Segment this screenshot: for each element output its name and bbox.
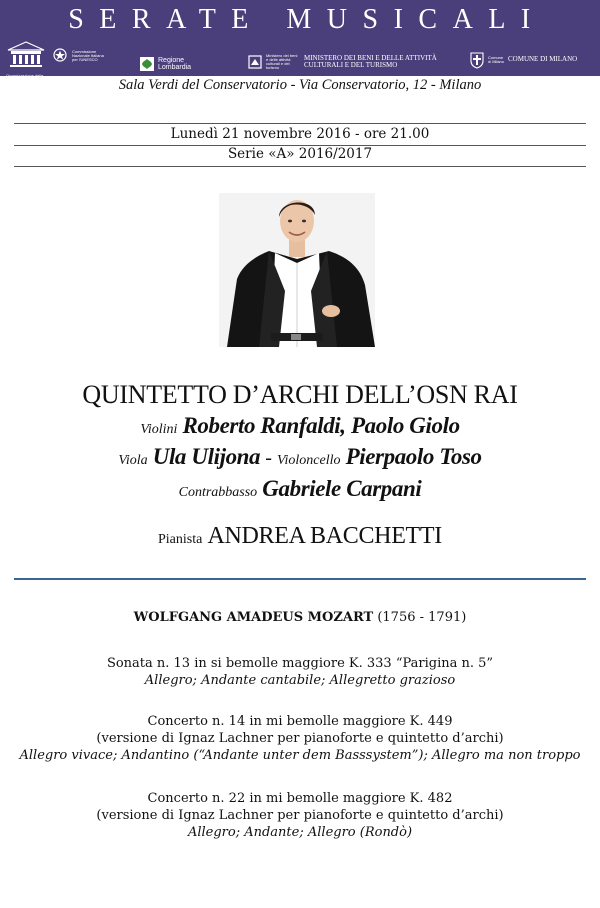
unesco-caption: Organizzazione delle Nazioni Unite per l'Educazione, la Scienza e la Cultura — [6, 72, 44, 91]
series-title: SERATE MUSICALI — [68, 4, 546, 35]
work-title: Concerto n. 14 in mi bemolle maggiore K. 449 — [147, 714, 453, 729]
violins-role: Violini — [140, 422, 178, 437]
work-movements: Allegro; Andante; Allegro (Rondò) — [187, 825, 413, 840]
pianist-credit — [0, 523, 600, 550]
mibact-label: MINISTERO DEI BENI E DELLE ATTIVITÀ CULTURALI E DEL TURISMO — [304, 53, 437, 69]
composer-dates: (1756 - 1791) — [377, 610, 467, 625]
commission-caption: Commissione Nazionale Italiana per l'UNESCO — [72, 48, 104, 63]
ensemble-name: QUINTETTO D’ARCHI DELL’OSN RAI — [82, 380, 518, 409]
work-movements: Allegro; Andante cantabile; Allegretto grazioso — [144, 673, 456, 688]
viola-name: Ula Ulijona — [152, 444, 261, 469]
program-work — [0, 655, 600, 689]
pianist-role: Pianista — [158, 532, 203, 547]
italian-republic-emblem-icon — [52, 47, 68, 65]
composer-name: WOLFGANG AMADEUS MOZART — [133, 610, 374, 625]
work-title: Sonata n. 13 in si bemolle maggiore K. 333 “Parigina n. 5” — [106, 656, 494, 671]
violins-names: Roberto Ranfaldi, Paolo Giolo — [182, 413, 460, 438]
mibact-logo — [248, 46, 454, 78]
bottom-divider — [14, 166, 586, 167]
venue-address: Sala Verdi del Conservatorio - Via Conservatorio, 12 - Milano — [118, 77, 482, 93]
program-divider — [14, 578, 586, 580]
regione-lombardia-logo — [140, 48, 216, 80]
regione-lombardia-label: Regione Lombardia — [158, 56, 192, 71]
pianist-photo — [219, 193, 375, 347]
comune-label: COMUNE DI MILANO — [508, 55, 578, 64]
mibact-logo-icon — [248, 55, 262, 69]
pianist-name: ANDREA BACCHETTI — [207, 523, 442, 549]
regione-lombardia-logo-icon — [140, 57, 154, 71]
work-title: Concerto n. 22 in mi bemolle maggiore K. 482 — [147, 791, 453, 806]
comune-milano-logo — [470, 44, 577, 76]
comune-caption: Comune di Milano — [488, 54, 505, 64]
violins-credit — [0, 413, 600, 439]
work-note: (versione di Ignaz Lachner per pianoforte e quintetto d’archi) — [96, 731, 504, 746]
mibact-caption: Ministero dei beni e delle attività culturali e del turismo — [266, 52, 298, 71]
program-work — [0, 713, 600, 764]
program-work — [0, 790, 600, 841]
composer-line — [0, 610, 600, 625]
commission-logo — [52, 40, 104, 72]
cello-name: Pierpaolo Toso — [345, 444, 482, 469]
bass-name: Gabriele Carpani — [262, 476, 422, 501]
work-note: (versione di Ignaz Lachner per pianoforte e quintetto d’archi) — [96, 808, 504, 823]
event-date: Lunedì 21 novembre 2016 - ore 21.00 — [170, 126, 430, 142]
credit-separator: - — [265, 447, 272, 469]
bass-credit — [0, 476, 600, 502]
work-movements: Allegro vivace; Andantino (“Andante unter dem Basssystem”); Allegro ma non troppo — [19, 748, 581, 763]
bass-role: Contrabbasso — [178, 485, 258, 500]
viola-role: Viola — [118, 453, 148, 468]
event-series: Serie «A» 2016/2017 — [227, 146, 373, 162]
viola-cello-credit — [0, 444, 600, 470]
top-divider — [14, 123, 586, 124]
milano-coat-of-arms-icon — [470, 51, 484, 69]
cello-role: Violoncello — [277, 453, 341, 468]
pianist-portrait-image — [219, 193, 375, 347]
